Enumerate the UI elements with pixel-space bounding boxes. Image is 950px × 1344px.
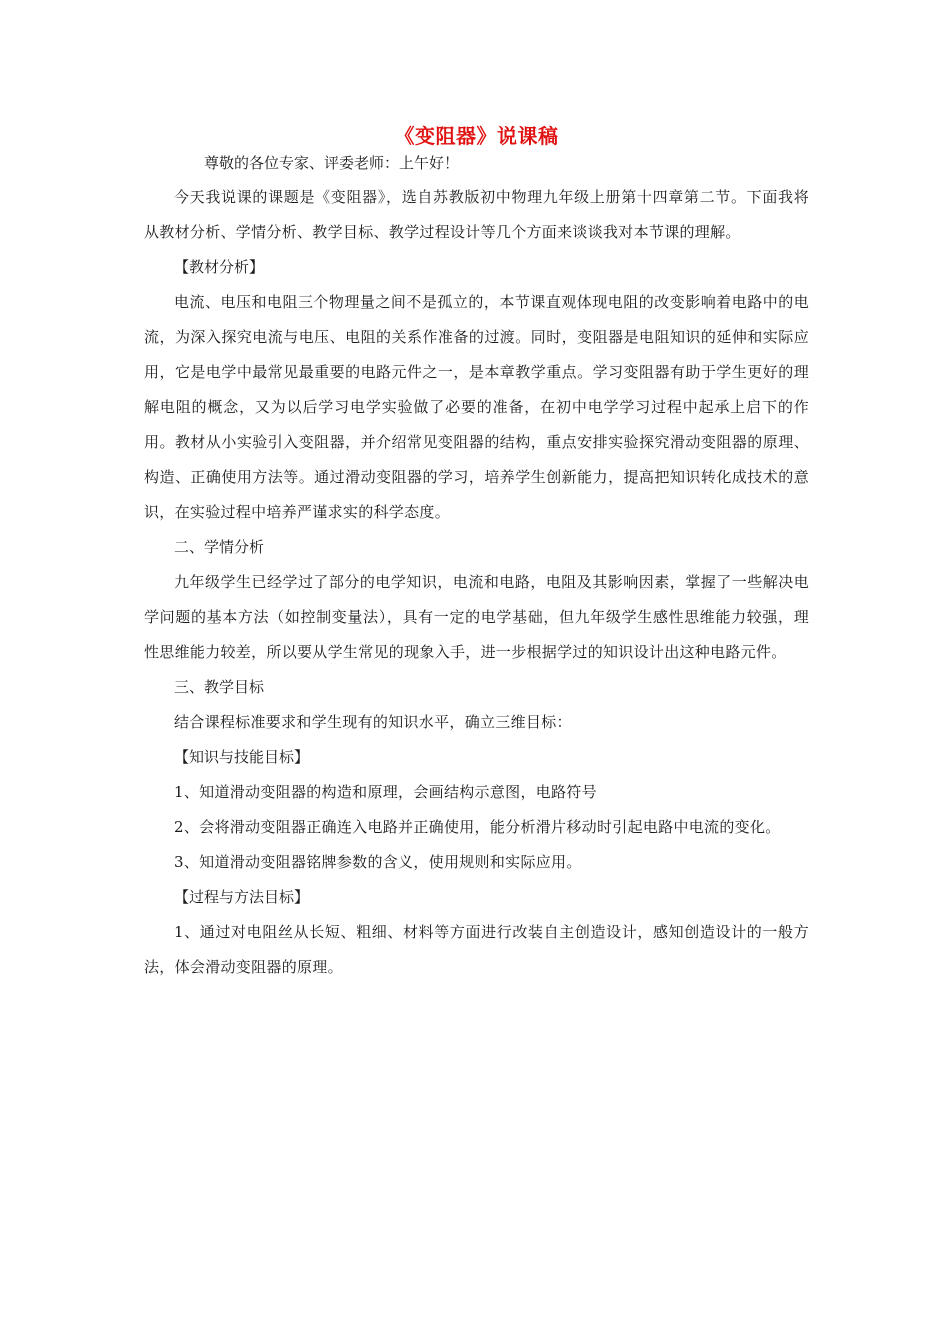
document-title: 《变阻器》说课稿 [394, 124, 559, 148]
greeting-line: 尊敬的各位专家、评委老师：上午好！ [204, 154, 460, 172]
intro-paragraph: 今天我说课的课题是《变阻器》，选自苏教版初中物理九年级上册第十四章第二节。下面我将从教材分析、学情分析、教学目标、教学过程设计等几个方面来谈谈我对本节课的理解。 [144, 188, 809, 241]
section-heading-teaching-goals: 三、教学目标 [174, 678, 265, 696]
textbook-analysis-paragraph: 电流、电压和电阻三个物理量之间不是孤立的，本节课直观体现电阻的改变影响着电路中的电流，为深入探究电流与电压、电阻的关系作准备的过渡。同时，变阻器是电阻知识的延伸和实际应用，它是电学中最常见最重要的电路元件之一，是本章教学重点。学习变阻器有助于学生更好的理解电阻的概念，又为以后学习电学实验做了必要的准备，在初中电学学习过程中起承上启下的作用。教材从小实验引入变阻器，并介绍常见变阻器的结构，重点安排实验探究滑动变阻器的原理、构造、正确使用方法等。通过滑动变阻器的学习，培养学生创新能力，提高把知识转化成技术的意识，在实验过程中培养严谨求实的科学态度。 [144, 293, 809, 521]
knowledge-goal-item: 3、知道滑动变阻器铭牌参数的含义，使用规则和实际应用。 [174, 853, 582, 871]
knowledge-goal-item: 1、知道滑动变阻器的构造和原理，会画结构示意图，电路符号 [174, 783, 597, 801]
section-heading-student-analysis: 二、学情分析 [174, 538, 265, 556]
subheading-knowledge-skills: 【知识与技能目标】 [174, 748, 310, 766]
student-analysis-paragraph: 九年级学生已经学过了部分的电学知识，电流和电路，电阻及其影响因素，掌握了一些解决电学问题的基本方法（如控制变量法），具有一定的电学基础，但九年级学生感性思维能力较强，理性思维能力较差，所以要从学生常见的现象入手，进一步根据学过的知识设计出这种电路元件。 [144, 573, 809, 661]
subheading-process-methods: 【过程与方法目标】 [174, 888, 310, 906]
document-content [144, 118, 809, 985]
section-heading-textbook-analysis: 【教材分析】 [174, 258, 265, 276]
knowledge-goal-item: 2、会将滑动变阻器正确连入电路并正确使用，能分析滑片移动时引起电路中电流的变化。 [174, 818, 781, 836]
process-goal-item: 1、通过对电阻丝从长短、粗细、材料等方面进行改装自主创造设计，感知创造设计的一般方法，体会滑动变阻器的原理。 [144, 923, 809, 976]
teaching-goals-intro: 结合课程标准要求和学生现有的知识水平，确立三维目标： [174, 713, 572, 731]
